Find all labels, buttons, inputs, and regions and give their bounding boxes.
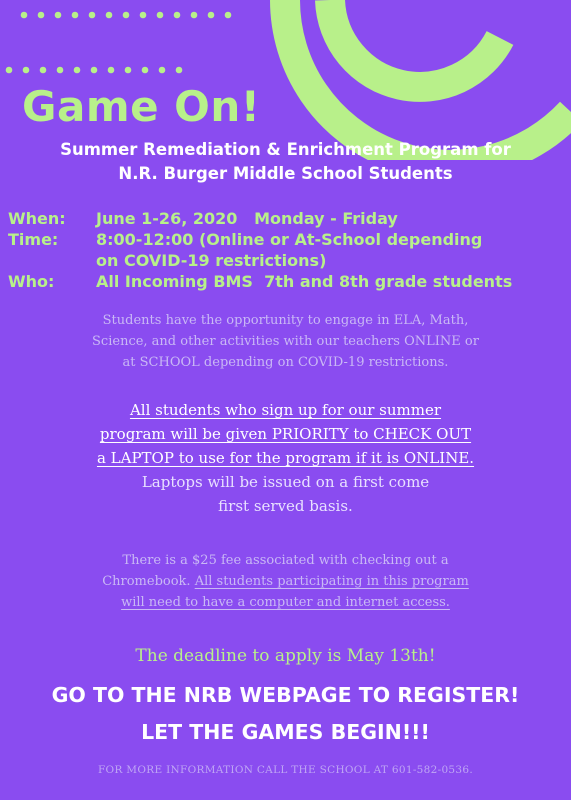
priority-line: All students who sign up for our summer	[129, 401, 442, 419]
detail-when	[8, 208, 568, 229]
program-details	[8, 208, 568, 292]
games-begin-call-to-action: LET THE GAMES BEGIN!!!	[141, 720, 430, 744]
program-subtitle	[0, 138, 571, 186]
chromebook-fee-notice	[0, 550, 571, 613]
laptop-note-line: first served basis.	[218, 497, 353, 515]
priority-line: program will be given PRIORITY to CHECK OUT	[99, 425, 472, 443]
detail-value: 8:00-12:00 (Online or At-School depending	[96, 230, 483, 249]
detail-label: Time:	[8, 230, 59, 249]
contact-footer: FOR MORE INFORMATION CALL THE SCHOOL AT 601-582-0536.	[97, 764, 474, 776]
subtitle-line: Summer Remediation & Enrichment Program for	[60, 140, 511, 159]
detail-label: Who:	[8, 272, 55, 291]
priority-line: a LAPTOP to use for the program if it is ONLINE.	[96, 449, 475, 467]
detail-time	[8, 229, 568, 250]
detail-value: All Incoming BMS 7th and 8th grade students	[96, 272, 513, 291]
register-call-to-action: GO TO THE NRB WEBPAGE TO REGISTER!	[51, 683, 520, 707]
laptop-note-line: Laptops will be issued on a first come	[141, 473, 430, 491]
decorative-shapes	[0, 0, 571, 160]
detail-time-continued	[8, 250, 568, 271]
detail-value: on COVID-19 restrictions)	[96, 251, 327, 270]
description-line: Science, and other activities with our teachers ONLINE or	[92, 334, 479, 349]
detail-value: June 1-26, 2020 Monday - Friday	[96, 209, 398, 228]
fee-requirement: will need to have a computer and internet access.	[121, 595, 450, 610]
description-line: Students have the opportunity to engage in ELA, Math,	[102, 313, 469, 328]
flyer-title: Game On!	[22, 82, 261, 131]
program-description	[0, 310, 571, 373]
application-deadline: The deadline to apply is May 13th!	[135, 646, 436, 666]
laptop-priority-notice	[0, 398, 571, 518]
subtitle-line: N.R. Burger Middle School Students	[118, 164, 453, 183]
ring-decoration	[285, 0, 571, 160]
detail-label: When:	[8, 209, 66, 228]
fee-requirement: All students participating in this program	[194, 574, 469, 589]
fee-line: There is a $25 fee associated with checking out a	[122, 553, 449, 568]
fee-line: Chromebook.	[102, 574, 195, 589]
description-line: at SCHOOL depending on COVID-19 restrictions.	[122, 355, 449, 370]
detail-who	[8, 271, 568, 292]
dotted-lines-decoration	[6, 12, 232, 74]
